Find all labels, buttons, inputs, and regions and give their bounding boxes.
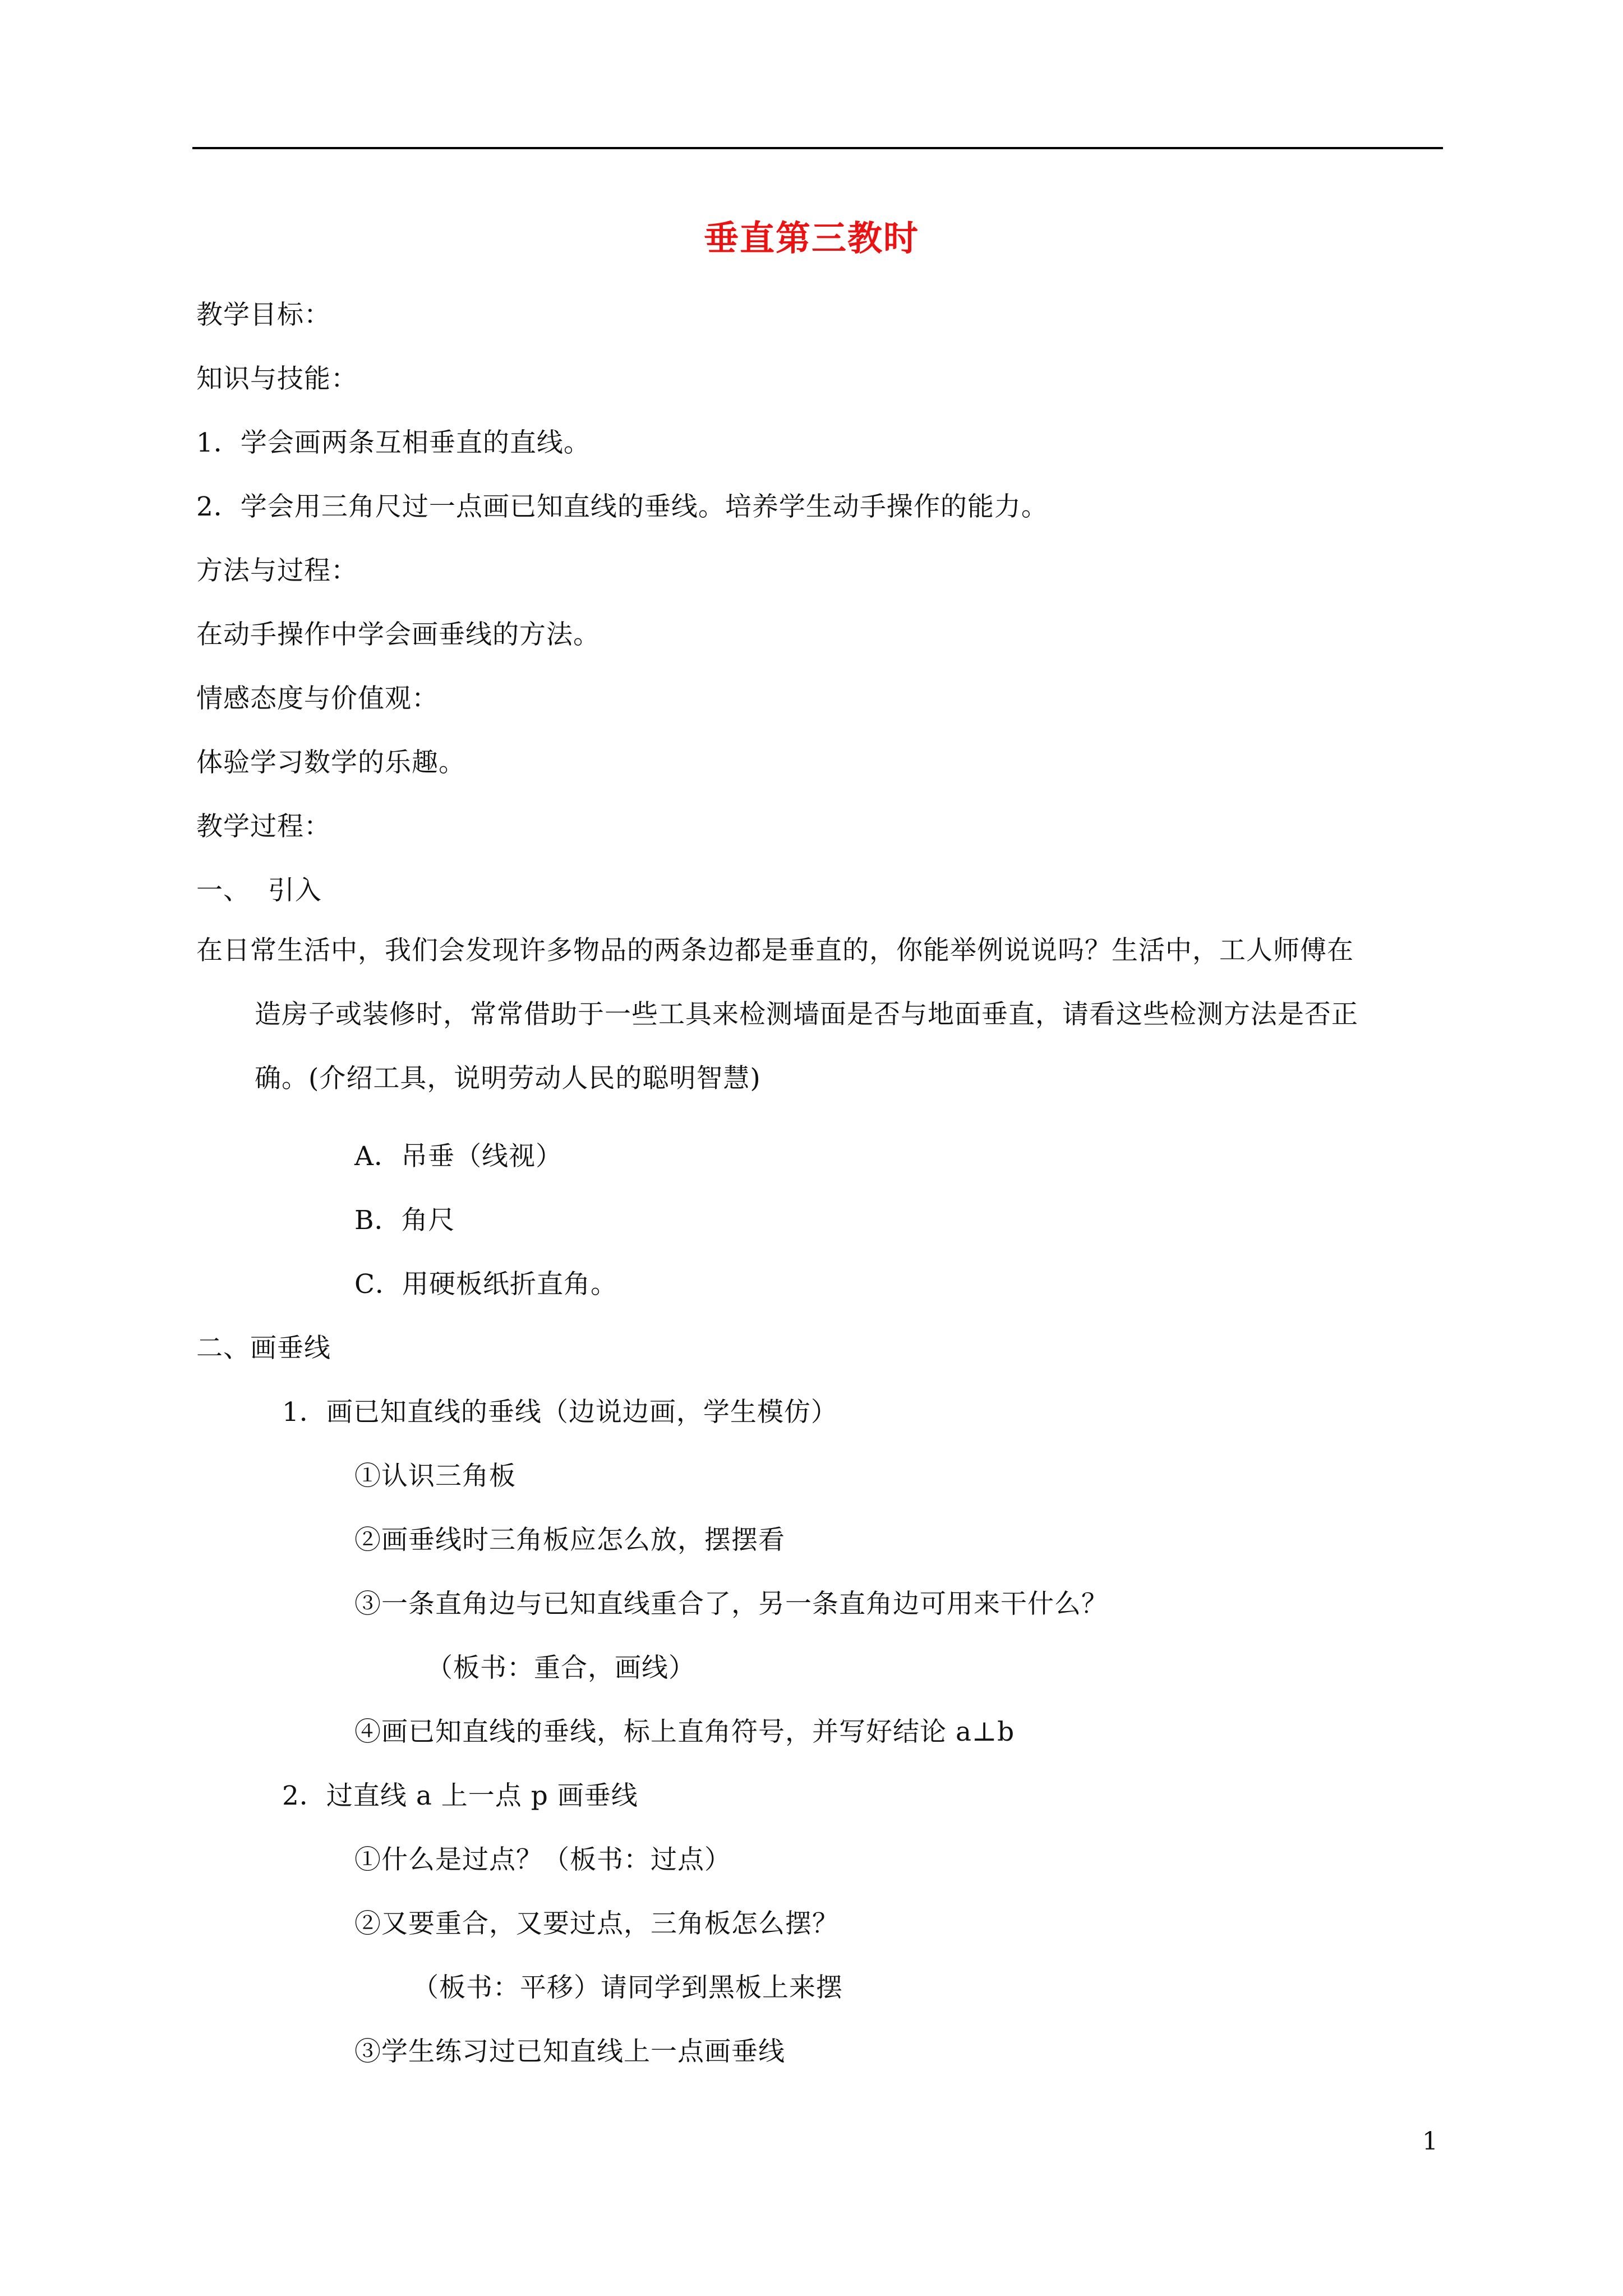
text-line: 知识与技能： — [196, 364, 358, 394]
step-item: ④画已知直线的垂线，标上直角符号，并写好结论 a⊥b — [354, 1717, 1015, 1747]
step-item: ②画垂线时三角板应怎么放，摆摆看 — [354, 1525, 785, 1556]
text-line: 在动手操作中学会画垂线的方法。 — [196, 619, 600, 650]
text-line: 教学目标： — [196, 300, 331, 330]
text-line: 方法与过程： — [196, 555, 358, 586]
text-line: 2．学会用三角尺过一点画已知直线的垂线。培养学生动手操作的能力。 — [196, 491, 1048, 522]
step-item: ①认识三角板 — [354, 1461, 516, 1492]
tool-item: C．用硬板纸折直角。 — [354, 1269, 617, 1300]
subsection-heading: 2．过直线 a 上一点 p 画垂线 — [282, 1780, 638, 1811]
paragraph-line: 确。(介绍工具，说明劳动人民的聪明智慧) — [255, 1063, 761, 1094]
paragraph-line: 在日常生活中，我们会发现许多物品的两条边都是垂直的，你能举例说说吗？生活中，工人师傅在 — [196, 935, 1354, 966]
text-line: 1．学会画两条互相垂直的直线。 — [196, 427, 591, 458]
tool-item: B．角尺 — [354, 1205, 455, 1236]
step-item: ②又要重合，又要过点，三角板怎么摆？ — [354, 1908, 839, 1939]
paragraph-line: 造房子或装修时，常常借助于一些工具来检测墙面是否与地面垂直，请看这些检测方法是否正 — [255, 999, 1358, 1030]
intro-paragraph — [196, 919, 1447, 1111]
header-rule — [192, 147, 1443, 149]
section-heading-intro: 一、 引入 — [196, 875, 322, 906]
subsection-heading: 1．画已知直线的垂线（边说边画，学生模仿） — [282, 1397, 838, 1428]
step-item: ③一条直角边与已知直线重合了，另一条直角边可用来干什么？ — [354, 1589, 1108, 1619]
text-line: 情感态度与价值观： — [196, 683, 439, 714]
page-number: 1 — [1422, 2127, 1438, 2156]
board-note: （板书：平移）请同学到黑板上来摆 — [412, 1972, 843, 2003]
text-line: 体验学习数学的乐趣。 — [196, 747, 465, 778]
step-item: ③学生练习过已知直线上一点画垂线 — [354, 2036, 785, 2067]
text-line: 教学过程： — [196, 811, 331, 842]
document-title: 垂直第三教时 — [703, 218, 919, 259]
tool-item: A．吊垂（线视） — [354, 1141, 562, 1172]
section-heading-draw-perpendicular: 二、画垂线 — [196, 1333, 331, 1364]
board-note: （板书：重合，画线） — [426, 1653, 695, 1683]
step-item: ①什么是过点？（板书：过点） — [354, 1844, 731, 1875]
